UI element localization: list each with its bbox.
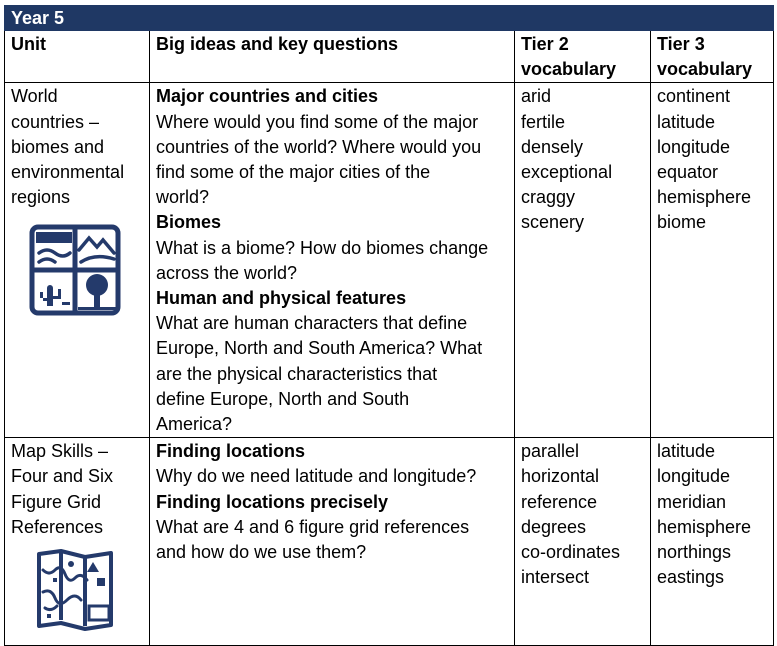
tier3-cell bbox=[651, 438, 774, 646]
biomes-icon bbox=[29, 224, 143, 323]
unit-line: environmental bbox=[11, 162, 125, 183]
vocab-word: longitude bbox=[657, 136, 731, 157]
unit-line: References bbox=[11, 516, 104, 537]
year-title-row bbox=[5, 6, 774, 31]
unit-header: Unit bbox=[5, 31, 150, 83]
unit-line: World bbox=[11, 86, 58, 107]
vocab-word: degrees bbox=[521, 516, 587, 537]
vocab-word: continent bbox=[657, 86, 731, 107]
question-line: What are human characters that define bbox=[156, 313, 468, 334]
question-line: define Europe, North and South bbox=[156, 388, 410, 409]
question-line: What is a biome? How do biomes change bbox=[156, 237, 489, 258]
vocab-word: intersect bbox=[521, 567, 590, 588]
tier3-header-line1: Tier 3 bbox=[657, 34, 705, 54]
unit-cell bbox=[5, 438, 150, 646]
unit-line: biomes and bbox=[11, 136, 105, 157]
tier2-cell bbox=[515, 83, 651, 438]
section-heading: Finding locations precisely bbox=[156, 491, 389, 512]
vocab-word: arid bbox=[521, 86, 552, 107]
header-row bbox=[5, 31, 774, 83]
vocab-word: exceptional bbox=[521, 162, 613, 183]
question-line: across the world? bbox=[156, 262, 298, 283]
unit-line: Four and Six bbox=[11, 466, 114, 487]
unit-line: Map Skills – bbox=[11, 441, 109, 462]
tier2-header bbox=[515, 31, 651, 83]
vocab-word: biome bbox=[657, 212, 707, 233]
tier2-header-line2: vocabulary bbox=[521, 59, 617, 80]
question-line: America? bbox=[156, 414, 233, 435]
vocab-word: parallel bbox=[521, 441, 580, 462]
table-row bbox=[5, 83, 774, 438]
vocab-word: eastings bbox=[657, 567, 725, 588]
vocab-word: longitude bbox=[657, 466, 731, 487]
question-line: What are 4 and 6 figure grid references bbox=[156, 516, 470, 537]
tier2-header-line1: Tier 2 bbox=[521, 34, 569, 54]
tier3-header bbox=[651, 31, 774, 83]
vocab-word: hemisphere bbox=[657, 516, 752, 537]
vocab-word: latitude bbox=[657, 111, 716, 132]
big-ideas-cell bbox=[150, 438, 515, 646]
question-line: and how do we use them? bbox=[156, 542, 367, 563]
vocab-word: co-ordinates bbox=[521, 542, 621, 563]
big-ideas-cell bbox=[150, 83, 515, 438]
tier3-cell bbox=[651, 83, 774, 438]
unit-cell bbox=[5, 83, 150, 438]
question-line: Europe, North and South America? What bbox=[156, 338, 483, 359]
tier2-cell bbox=[515, 438, 651, 646]
section-heading: Biomes bbox=[156, 212, 222, 233]
unit-line: regions bbox=[11, 187, 71, 208]
curriculum-sheet bbox=[4, 5, 773, 645]
vocab-word: northings bbox=[657, 542, 732, 563]
section-heading: Human and physical features bbox=[156, 288, 407, 309]
curriculum-table bbox=[4, 5, 774, 646]
vocab-word: fertile bbox=[521, 111, 566, 132]
question-line: find some of the major cities of the bbox=[156, 162, 431, 183]
vocab-word: horizontal bbox=[521, 466, 600, 487]
big-ideas-header: Big ideas and key questions bbox=[150, 31, 515, 83]
map-icon bbox=[35, 548, 143, 639]
question-line: Why do we need latitude and longitude? bbox=[156, 466, 477, 487]
question-line: countries of the world? Where would you bbox=[156, 136, 482, 157]
vocab-word: hemisphere bbox=[657, 187, 752, 208]
vocab-word: reference bbox=[521, 491, 598, 512]
year-title: Year 5 bbox=[5, 6, 774, 31]
tier3-header-line2: vocabulary bbox=[657, 59, 753, 80]
vocab-word: meridian bbox=[657, 491, 727, 512]
section-heading: Major countries and cities bbox=[156, 86, 379, 107]
vocab-word: equator bbox=[657, 162, 719, 183]
question-line: Where would you find some of the major bbox=[156, 111, 479, 132]
vocab-word: craggy bbox=[521, 187, 576, 208]
vocab-word: densely bbox=[521, 136, 584, 157]
unit-line: Figure Grid bbox=[11, 491, 102, 512]
section-heading: Finding locations bbox=[156, 441, 305, 462]
question-line: are the physical characteristics that bbox=[156, 363, 438, 384]
vocab-word: scenery bbox=[521, 212, 585, 233]
question-line: world? bbox=[156, 187, 210, 208]
unit-line: countries – bbox=[11, 111, 100, 132]
vocab-word: latitude bbox=[657, 441, 716, 462]
table-row bbox=[5, 438, 774, 646]
